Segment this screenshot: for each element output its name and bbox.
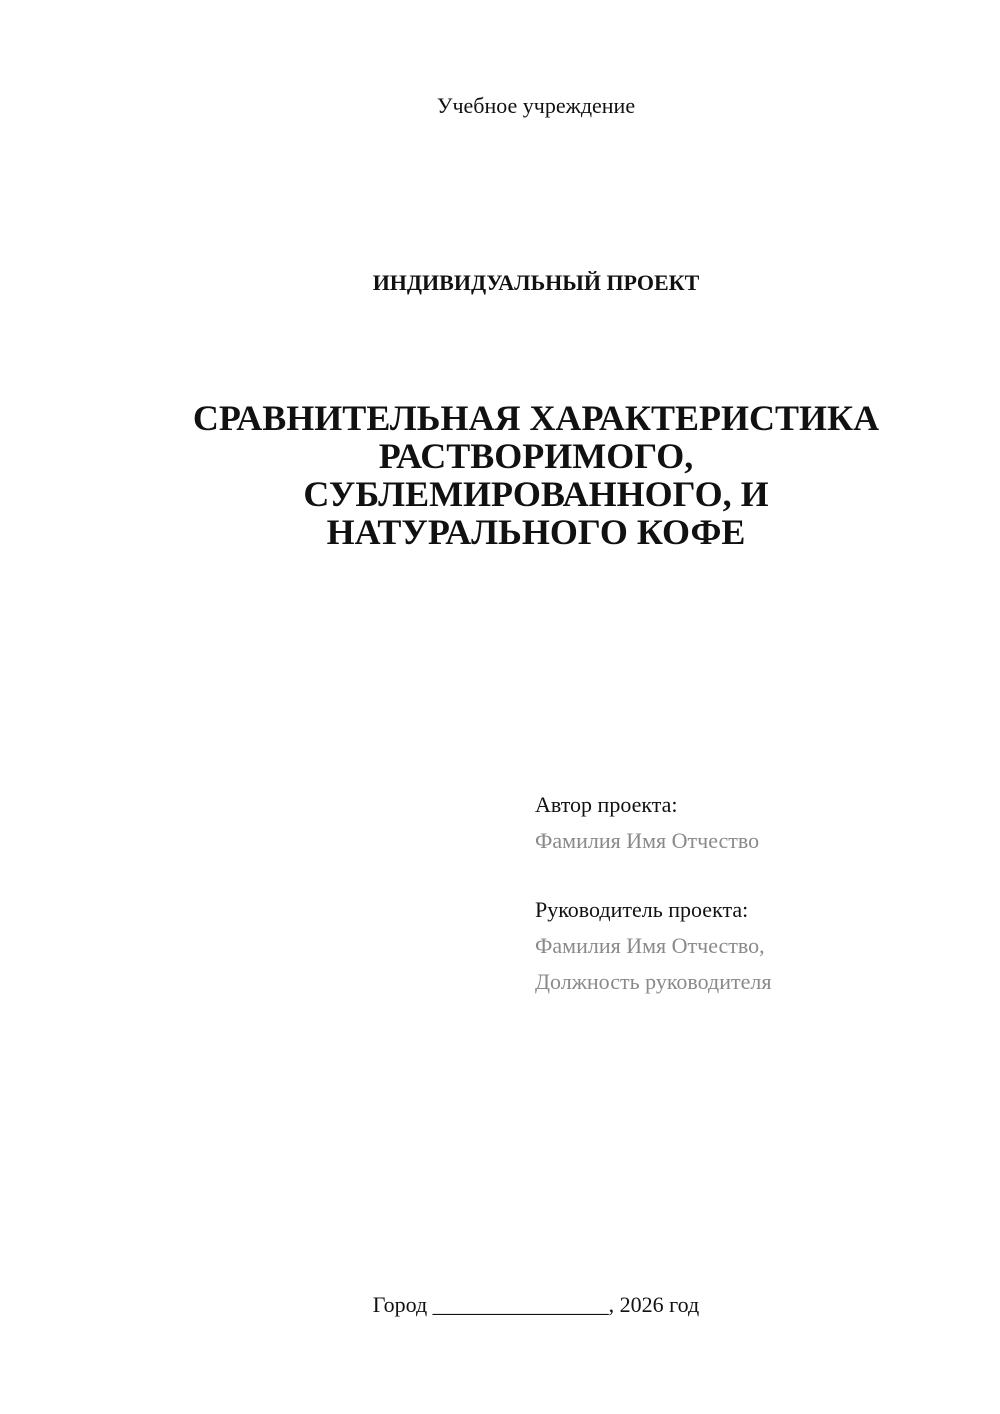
project-type-heading: ИНДИВИДУАЛЬНЫЙ ПРОЕКТ	[372, 270, 700, 295]
institution-name: Учебное учреждение	[436, 93, 636, 118]
supervisor-label: Руководитель проекта:	[535, 897, 749, 922]
author-block	[535, 792, 975, 854]
project-title-line-2: РАСТВОРИМОГО,	[378, 436, 694, 476]
project-title-line-3: СУБЛЕМИРОВАННОГО, И	[303, 474, 769, 514]
author-label: Автор проекта:	[535, 792, 678, 817]
project-title-line-1: СРАВНИТЕЛЬНАЯ ХАРАКТЕРИСТИКА	[192, 398, 880, 438]
supervisor-block	[535, 897, 975, 995]
city-year-line: Город ________________, 2026 год	[372, 1292, 700, 1317]
supervisor-position-placeholder: Должность руководителя	[535, 969, 772, 994]
author-name-placeholder: Фамилия Имя Отчество	[535, 828, 760, 853]
project-title	[150, 399, 922, 551]
project-title-line-4: НАТУРАЛЬНОГО КОФЕ	[326, 512, 746, 552]
supervisor-name-placeholder: Фамилия Имя Отчество,	[535, 933, 765, 958]
